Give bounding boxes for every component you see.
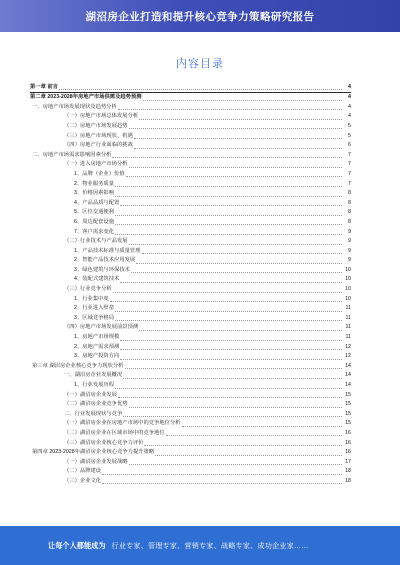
toc-entry-text: 6、周边配套设施: [74, 218, 115, 225]
footer-slogan: 让每个人都能成为: [48, 540, 106, 550]
toc-entry[interactable]: [30, 390, 351, 400]
toc-entry-page: 14: [345, 382, 351, 388]
toc-entry[interactable]: [30, 323, 351, 333]
toc-leader-dots: [136, 263, 342, 264]
toc-entry-page: 9: [348, 257, 351, 264]
toc-entry-page: 11: [345, 305, 351, 312]
toc-entry-page: 18: [345, 468, 351, 475]
toc-entry[interactable]: [30, 102, 351, 112]
toc-entry-text: 4、装配式建筑技术: [74, 276, 120, 283]
toc-entry-text: 二、房地产市场需求影响因素分析: [32, 151, 112, 158]
toc-leader-dots: [115, 234, 342, 235]
toc-heading: 内容目录: [176, 58, 224, 70]
toc-leader-dots: [115, 196, 342, 197]
table-of-contents: [30, 82, 351, 538]
footer-banner: [0, 526, 400, 565]
toc-leader-dots: [118, 397, 342, 398]
toc-leader-dots: [139, 119, 342, 120]
toc-entry-text: 1、房地产市场规模: [74, 334, 120, 341]
toc-entry[interactable]: [30, 294, 351, 304]
toc-entry-page: 8: [348, 209, 351, 216]
toc-leader-dots: [120, 340, 342, 341]
toc-entry-text: 3、绿色建筑与环保技术: [74, 266, 130, 273]
toc-entry-text: 2、行业进入壁垒: [74, 305, 115, 312]
toc-entry-page: 15: [345, 410, 351, 417]
toc-leader-dots: [123, 378, 342, 379]
toc-entry-text: 1、产品技术标准与质量管理: [74, 247, 141, 254]
toc-entry[interactable]: [30, 256, 351, 266]
toc-entry[interactable]: [30, 265, 351, 275]
toc-entry-page: 9: [348, 247, 351, 254]
toc-entry-page: 15: [345, 420, 351, 427]
toc-leader-dots: [120, 282, 342, 283]
toc-entry[interactable]: [30, 400, 351, 410]
toc-leader-dots: [112, 157, 342, 158]
toc-leader-dots: [134, 138, 342, 139]
toc-entry-page: 4: [348, 94, 351, 101]
toc-leader-dots: [120, 205, 342, 206]
toc-leader-dots: [115, 215, 342, 216]
toc-entry-text: （一）房地产市场总体发展分析: [64, 113, 139, 120]
toc-entry-text: （一）进入房地产市场分析: [64, 161, 128, 168]
toc-entry[interactable]: [30, 380, 351, 390]
toc-entry[interactable]: [30, 371, 351, 381]
toc-leader-dots: [115, 224, 342, 225]
toc-leader-dots: [113, 292, 342, 293]
footer-roles: 行业专家、管理专家、营销专家、战略专家、成功企业家……: [111, 542, 309, 550]
toc-entry[interactable]: [30, 284, 351, 294]
document-title: 湖沼房企业打造和提升核心竞争力策略研究报告: [85, 10, 315, 23]
toc-entry-text: 第三章 湖沼房企业核心竞争力现状分析: [32, 362, 124, 369]
toc-entry-page: 11: [345, 334, 351, 341]
toc-entry[interactable]: [30, 227, 351, 237]
toc-leader-dots: [129, 407, 342, 408]
toc-entry-page: 8: [348, 190, 351, 197]
toc-entry[interactable]: [30, 332, 351, 342]
toc-entry-page: 11: [345, 314, 351, 321]
toc-entry-text: 一、房地产市场发展现状及趋势分析: [32, 103, 117, 110]
toc-leader-dots: [110, 301, 342, 302]
toc-entry-text: 3、价格因素影响: [74, 190, 115, 197]
toc-entry[interactable]: [30, 198, 351, 208]
toc-entry-page: 9: [348, 228, 351, 235]
toc-leader-dots: [115, 186, 342, 187]
toc-leader-dots: [129, 128, 342, 129]
toc-entry-text: （二）行业技术与产品发展: [64, 238, 128, 245]
toc-leader-dots: [125, 368, 342, 369]
toc-entry-page: 7: [348, 180, 351, 187]
toc-entry-text: （一）湖沼房企业在房地产市场中的竞争地位分析: [64, 420, 181, 427]
toc-entry[interactable]: [30, 457, 351, 467]
toc-entry-page: 16: [345, 429, 351, 436]
toc-leader-dots: [123, 416, 342, 417]
toc-entry-page: 16: [345, 449, 351, 456]
toc-entry-text: 一、湖沼房企业发展概况: [64, 372, 123, 379]
toc-entry-page: 18: [345, 477, 351, 484]
toc-entry-text: 5、区位交通便利: [74, 209, 115, 216]
toc-entry-text: （三）湖沼房企业核心竞争力评价: [64, 439, 144, 446]
toc-entry[interactable]: [30, 313, 351, 323]
toc-entry[interactable]: [30, 131, 351, 141]
toc-entry-text: 第二章 2023-2028年房地产市场供需及趋势预测: [30, 94, 142, 101]
toc-leader-dots: [59, 89, 342, 90]
toc-entry[interactable]: [30, 304, 351, 314]
toc-entry[interactable]: [30, 476, 351, 486]
toc-entry[interactable]: [30, 112, 351, 122]
toc-leader-dots: [129, 167, 342, 168]
toc-entry-page: 4: [348, 83, 351, 90]
toc-entry-page: 7: [348, 161, 351, 168]
toc-entry-page: 9: [348, 238, 351, 245]
toc-entry-page: 6: [348, 142, 351, 149]
toc-entry-page: 15: [345, 391, 351, 398]
toc-leader-dots: [144, 445, 342, 446]
toc-leader-dots: [166, 435, 342, 436]
toc-leader-dots: [129, 244, 342, 245]
document-header-banner: [0, 0, 400, 32]
toc-entry[interactable]: [30, 275, 351, 285]
toc-entry[interactable]: [30, 246, 351, 256]
toc-entry-text: 1、行业集中度: [74, 295, 109, 302]
toc-entry-text: （四）房地产行业面临的挑战: [64, 142, 133, 149]
toc-entry[interactable]: [30, 208, 351, 218]
toc-entry[interactable]: [30, 179, 351, 189]
toc-leader-dots: [143, 100, 342, 101]
toc-entry-page: 16: [345, 439, 351, 446]
toc-entry-text: （一）湖沼房企业发展: [64, 391, 117, 398]
toc-entry-text: （二）湖沼房企业竞争优势: [64, 401, 128, 408]
toc-leader-dots: [129, 464, 342, 465]
toc-entry[interactable]: [30, 438, 351, 448]
toc-entry-page: 8: [348, 218, 351, 225]
toc-leader-dots: [131, 272, 342, 273]
toc-entry-page: 10: [345, 266, 351, 273]
toc-entry-page: 17: [345, 458, 351, 465]
toc-entry[interactable]: [30, 217, 351, 227]
toc-entry-text: 3、区域竞争格局: [74, 314, 115, 321]
toc-entry-page: 7: [348, 170, 351, 177]
toc-entry[interactable]: [30, 160, 351, 170]
toc-entry[interactable]: [30, 150, 351, 160]
toc-entry-page: 10: [345, 295, 351, 302]
toc-entry-text: 2、房地产需求预测: [74, 343, 120, 350]
toc-entry[interactable]: [30, 352, 351, 362]
toc-entry[interactable]: [30, 409, 351, 419]
toc-entry[interactable]: [30, 121, 351, 131]
toc-entry-page: 11: [345, 324, 351, 331]
toc-entry-page: 4: [348, 103, 351, 110]
toc-entry-page: 4: [348, 113, 351, 120]
toc-leader-dots: [115, 311, 342, 312]
toc-leader-dots: [120, 349, 342, 350]
toc-leader-dots: [102, 483, 342, 484]
toc-entry-page: 10: [345, 276, 351, 283]
toc-entry[interactable]: [30, 419, 351, 429]
toc-leader-dots: [134, 148, 342, 149]
toc-entry-text: （二）品牌建设: [64, 468, 102, 475]
toc-leader-dots: [120, 359, 342, 360]
toc-entry[interactable]: [30, 467, 351, 477]
toc-entry-text: （三）房地产市场现状、机遇: [64, 132, 133, 139]
toc-entry-text: 2、智能产品技术应用发展: [74, 257, 136, 264]
toc-entry-text: （四）房地产市场发展前景预测: [64, 324, 139, 331]
toc-entry-text: 3、房地产投资方向: [74, 353, 120, 360]
toc-entry-page: 5: [348, 132, 351, 139]
toc-entry-page: 5: [348, 122, 351, 129]
toc-entry[interactable]: [30, 342, 351, 352]
toc-entry-page: 12: [345, 353, 351, 360]
toc-leader-dots: [139, 330, 342, 331]
toc-entry-text: （二）房地产市场发展趋势: [64, 122, 128, 129]
toc-entry-text: 1、行业发展历程: [74, 382, 115, 388]
toc-entry-page: 14: [345, 362, 351, 369]
toc-entry-text: （一）湖沼房企业发展战略: [64, 458, 128, 465]
toc-entry[interactable]: [30, 237, 351, 247]
toc-leader-dots: [142, 253, 342, 254]
toc-leader-dots: [115, 320, 342, 321]
toc-entry-page: 8: [348, 199, 351, 206]
toc-entry[interactable]: [30, 82, 351, 93]
toc-entry[interactable]: [30, 361, 351, 371]
toc-entry-text: 第一章 前言: [30, 83, 58, 90]
toc-entry-text: 二、行业发展现状与竞争: [64, 410, 123, 417]
toc-entry-text: 第四章 2023-2028年湖沼房企业核心竞争力提升策略: [32, 449, 155, 456]
toc-entry[interactable]: [30, 189, 351, 199]
toc-entry-text: （三）企业文化: [64, 477, 102, 484]
toc-leader-dots: [115, 388, 342, 389]
toc-entry-text: 2、物业服务质量: [74, 180, 115, 187]
toc-leader-dots: [182, 426, 342, 427]
toc-entry[interactable]: [30, 169, 351, 179]
toc-leader-dots: [126, 176, 342, 177]
toc-entry-text: 4、产品品质与配置: [74, 199, 120, 206]
toc-entry[interactable]: [30, 428, 351, 438]
toc-entry-text: （三）行业竞争分析: [64, 286, 112, 293]
toc-leader-dots: [102, 474, 342, 475]
toc-entry-text: 1、品牌（企业）价值: [74, 170, 125, 177]
toc-entry-text: （二）湖沼房企业在区域市场中的竞争地位: [64, 429, 165, 436]
toc-entry-text: 7、客户需求变化: [74, 228, 115, 235]
toc-entry[interactable]: [30, 141, 351, 151]
toc-entry-page: 10: [345, 286, 351, 293]
toc-entry-page: 14: [345, 372, 351, 379]
toc-entry-page: 12: [345, 343, 351, 350]
toc-leader-dots: [118, 109, 342, 110]
toc-entry-page: 15: [345, 401, 351, 408]
toc-entry-page: 7: [348, 151, 351, 158]
toc-leader-dots: [155, 455, 342, 456]
toc-entry[interactable]: [30, 448, 351, 458]
toc-entry[interactable]: [30, 93, 351, 103]
